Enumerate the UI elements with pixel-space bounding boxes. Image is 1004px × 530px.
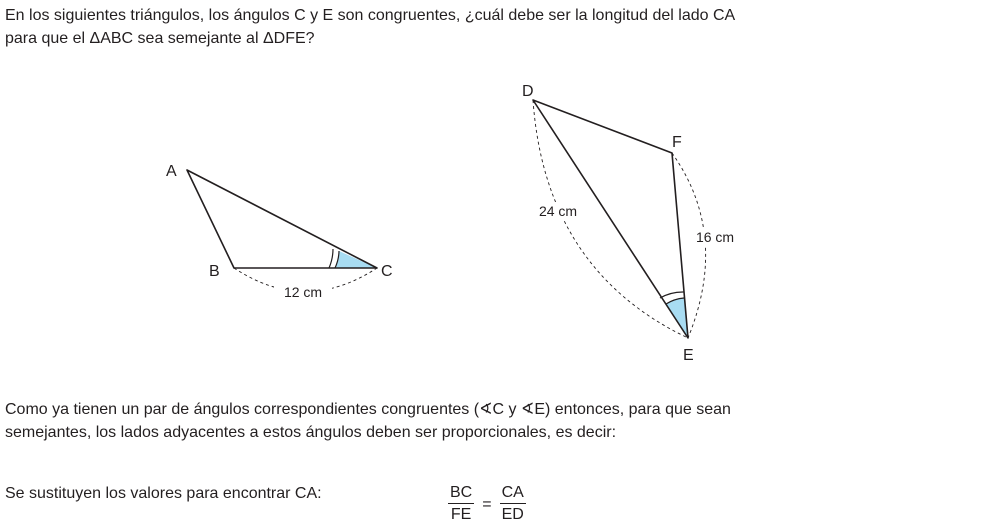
triangle-abc-outline: [187, 170, 377, 268]
vertex-c-label: C: [381, 263, 393, 280]
explanation-line-2: semejantes, los lados adyacentes a estos ángulos deben ser proporcionales, es decir:: [5, 424, 617, 441]
angle-e-arc-outer: [660, 292, 684, 298]
vertex-f-label: F: [672, 134, 682, 151]
explanation-line-1: Como ya tienen un par de ángulos correspondientes congruentes (∢C y ∢E) entonces, para que sean: [5, 401, 731, 418]
fraction-bc-over-fe: [448, 483, 474, 524]
fraction-ca-over-ed: [500, 483, 526, 524]
equals-sign: =: [482, 495, 492, 513]
vertex-d-label: D: [522, 83, 534, 100]
question-line-2: para que el ΔABC sea semejante al ΔDFE?: [5, 30, 315, 47]
question-line-1: En los siguientes triángulos, los ángulos C y E son congruentes, ¿cuál debe ser la longitud del lado CA: [5, 7, 736, 24]
side-fe-label: 16 cm: [695, 229, 735, 245]
fraction-left-denominator: FE: [450, 506, 472, 523]
side-bc-label: 12 cm: [283, 284, 323, 300]
proportion-equation: [448, 483, 526, 524]
explanation-text: [5, 398, 1000, 444]
angle-c-arc-outer: [329, 249, 333, 268]
fraction-right-denominator: ED: [501, 506, 524, 523]
vertex-b-label: B: [209, 263, 220, 280]
instruction-text: Se sustituyen los valores para encontrar CA:: [5, 485, 322, 502]
triangle-abc: [166, 163, 393, 301]
vertex-a-label: A: [166, 163, 177, 180]
vertex-e-label: E: [683, 347, 694, 364]
fraction-right-numerator: CA: [500, 483, 526, 504]
fraction-left-numerator: BC: [448, 483, 474, 504]
side-ed-label: 24 cm: [538, 203, 578, 219]
triangle-dfe: [522, 83, 741, 364]
